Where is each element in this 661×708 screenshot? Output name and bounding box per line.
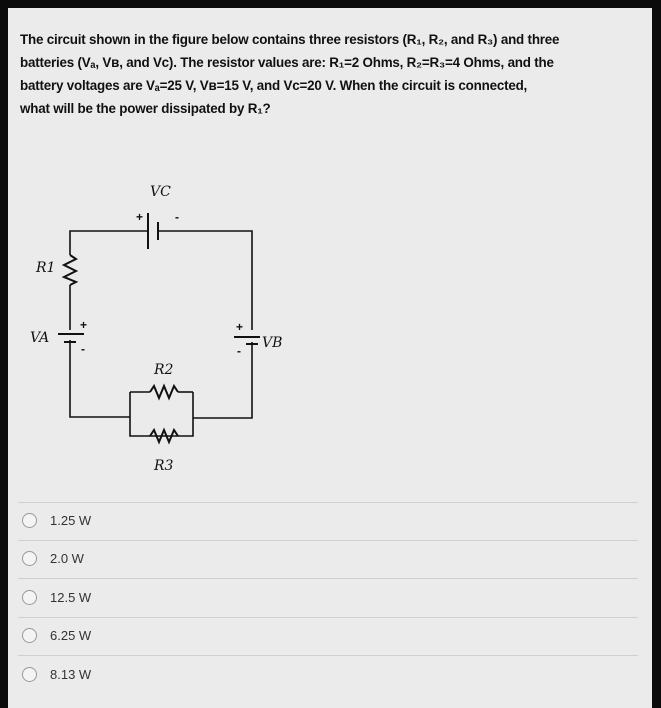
va-minus: - [81,342,85,356]
label-va: VA [30,330,50,346]
radio-icon[interactable] [22,513,37,528]
vb-minus: - [237,344,241,358]
label-r1: R1 [36,260,56,276]
battery-vb [234,337,260,344]
wires [70,231,252,436]
resistor-r1 [64,255,76,285]
resistor-r2 [150,386,178,398]
question-line: The circuit shown in the figure below contains three resistors (R₁, R₂, and R₃) and three [20,32,560,47]
question-line: what will be the power dissipated by R₁? [20,101,271,116]
option-2[interactable] [22,539,634,577]
option-label: 12.5 W [50,589,92,605]
option-3[interactable] [22,578,634,616]
question-line: battery voltages are Vₐ=25 V, Vʙ=15 V, and Vᴄ=20 V. When the circuit is connected, [20,78,528,93]
radio-icon[interactable] [22,551,37,566]
label-vc: VC [150,184,171,200]
label-vb: VB [262,335,283,351]
option-label: 1.25 W [50,512,92,528]
option-label: 8.13 W [50,666,92,682]
option-1[interactable] [22,501,634,539]
vc-minus: - [175,210,179,224]
label-r3: R3 [154,458,174,474]
label-r2: R2 [154,362,174,378]
va-plus: + [80,318,88,332]
option-5[interactable] [22,655,634,693]
radio-icon[interactable] [22,667,37,682]
option-label: 6.25 W [50,627,92,643]
battery-vc [148,213,158,249]
radio-icon[interactable] [22,590,37,605]
question-line: batteries (Vₐ, Vʙ, and Vᴄ). The resistor values are: R₁=2 Ohms, R₂=R₃=4 Ohms, and the [20,55,554,70]
vb-plus: + [236,320,244,334]
vc-plus: + [136,210,144,224]
radio-icon[interactable] [22,628,37,643]
battery-va [58,334,84,342]
option-label: 2.0 W [50,550,84,566]
option-4[interactable] [22,616,634,654]
